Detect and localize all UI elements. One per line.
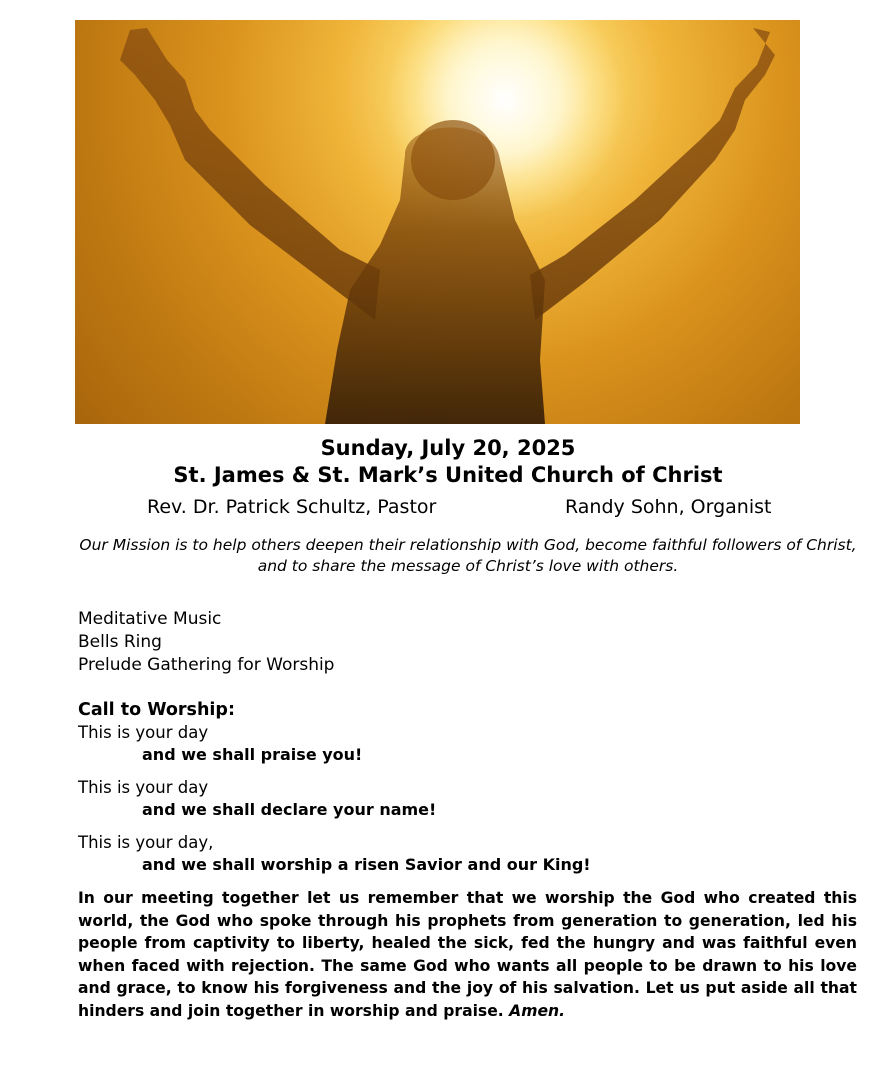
closing-text: In our meeting together let us remember that we worship the God who created this world, the God who spoke through his prophets from generation to generation, led his people from captivity to liberty, healed the sick, fed the hungry and was faithful even when faced with rejection. The same God who wants all people to be drawn to his love and grace, to know his forgiveness and the joy of his salvation. Let us put aside all that hinders and join together in worship and praise. <box>78 889 857 1020</box>
litany-stanza <box>78 832 591 876</box>
order-item: Meditative Music <box>78 609 222 629</box>
people-response: and we shall declare your name! <box>142 800 437 819</box>
people-response: and we shall praise you! <box>142 745 363 764</box>
call-to-worship-heading: Call to Worship: <box>78 700 235 720</box>
litany-stanza <box>78 722 362 766</box>
organist-credit: Randy Sohn, Organist <box>565 496 772 518</box>
pastor-credit: Rev. Dr. Patrick Schultz, Pastor <box>147 496 437 518</box>
order-of-worship-list <box>78 608 334 677</box>
hero-image <box>75 20 800 424</box>
order-item: Bells Ring <box>78 632 162 652</box>
litany-stanza <box>78 777 436 821</box>
mission-statement: Our Mission is to help others deepen their relationship with God, become faithful followers of Christ, and to share the message of Christ’s love with others. <box>79 536 857 575</box>
closing-paragraph <box>78 887 857 1022</box>
church-name: St. James & St. Mark’s United Church of Christ <box>173 463 723 487</box>
people-response: and we shall worship a risen Savior and our King! <box>142 855 591 874</box>
amen: Amen. <box>509 1001 566 1020</box>
left-arm <box>120 28 380 320</box>
worship-silhouette-illustration <box>75 20 800 424</box>
leader-line: This is your day, <box>78 833 214 852</box>
leader-line: This is your day <box>78 723 209 742</box>
order-item: Prelude Gathering for Worship <box>78 655 335 675</box>
service-date: Sunday, July 20, 2025 <box>320 436 576 460</box>
leader-line: This is your day <box>78 778 209 797</box>
